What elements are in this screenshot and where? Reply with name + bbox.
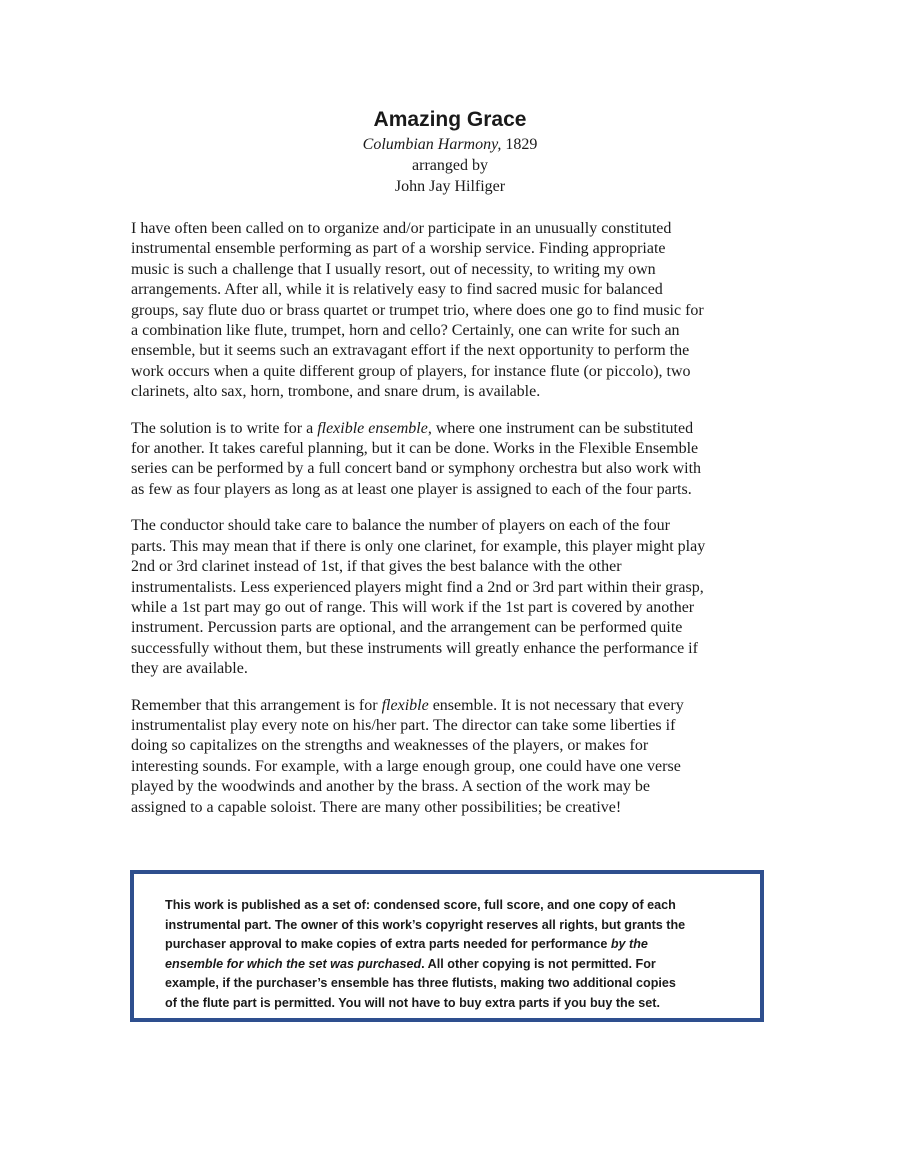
text-line <box>131 736 771 756</box>
text-line <box>131 439 771 459</box>
italic-text-segment: by the <box>610 937 648 952</box>
text-line <box>165 916 745 936</box>
text-line <box>131 516 771 536</box>
text-segment: as few as four players as long as at least one player is assigned to each of the four parts. <box>131 480 692 498</box>
source-name: Columbian Harmony, <box>362 136 502 153</box>
text-segment: instrument. Percussion parts are optional, and the arrangement can be performed quite <box>131 619 683 637</box>
text-line <box>131 280 771 300</box>
text-segment: music is such a challenge that I usually resort, out of necessity, to writing my own <box>131 260 656 278</box>
text-line <box>131 239 771 259</box>
body-paragraph <box>131 696 771 818</box>
text-line <box>131 382 771 402</box>
italic-text-segment: flexible <box>381 696 429 714</box>
copyright-notice-text <box>165 896 745 1014</box>
text-line <box>131 260 771 280</box>
body-paragraph <box>131 219 771 403</box>
text-segment: doing so capitalizes on the strengths and weaknesses of the players, or makes for <box>131 737 649 755</box>
text-segment: parts. This may mean that if there is only one clarinet, for example, this player might play <box>131 537 706 555</box>
text-segment: work occurs when a quite different group of players, for instance flute (or piccolo), two <box>131 362 691 380</box>
text-line <box>131 598 771 618</box>
text-segment: The solution is to write for a <box>131 419 318 437</box>
document-title: Amazing Grace <box>373 108 527 131</box>
text-segment: interesting sounds. For example, with a large enough group, one could have one verse <box>131 757 681 775</box>
text-segment: example, if the purchaser’s ensemble has three flutists, making two additional copies <box>165 976 676 991</box>
text-segment: The conductor should take care to balance the number of players on each of the four <box>131 517 670 535</box>
text-segment: for another. It takes careful planning, but it can be done. Works in the Flexible Ensemble <box>131 440 699 458</box>
text-segment: assigned to a capable soloist. There are many other possibilities; be creative! <box>131 798 622 816</box>
text-line <box>131 716 771 736</box>
text-segment: arrangements. After all, while it is relatively easy to find sacred music for balanced <box>131 281 663 299</box>
text-line <box>131 362 771 382</box>
arranger-name: John Jay Hilfiger <box>394 178 506 195</box>
text-segment: . All other copying is not permitted. For <box>421 956 656 971</box>
document-header <box>0 106 900 197</box>
text-line <box>131 578 771 598</box>
text-line <box>165 935 745 955</box>
text-line <box>131 321 771 341</box>
text-segment: instrumental ensemble performing as part of a worship service. Finding appropriate <box>131 240 666 258</box>
text-segment: successfully without them, but these instruments will greatly enhance the performance if <box>131 639 698 657</box>
source-line <box>0 134 900 155</box>
text-line <box>131 459 771 479</box>
text-line <box>131 696 771 716</box>
text-line <box>165 994 745 1014</box>
text-segment: a combination like flute, trumpet, horn and cello? Certainly, one can write for such an <box>131 322 680 340</box>
text-segment: clarinets, alto sax, horn, trombone, and snare drum, is available. <box>131 383 541 401</box>
text-line <box>131 798 771 818</box>
text-line <box>165 955 745 975</box>
italic-text-segment: ensemble for which the set was purchased <box>165 956 422 971</box>
text-line <box>131 480 771 500</box>
body-text <box>131 219 771 834</box>
text-segment: Remember that this arrangement is for <box>131 696 382 714</box>
italic-text-segment: flexible ensemble <box>317 419 428 437</box>
body-paragraph <box>131 419 771 501</box>
text-line <box>131 757 771 777</box>
text-segment: instrumentalists. Less experienced players might find a 2nd or 3rd part within their grasp, <box>131 578 704 596</box>
text-segment: played by the woodwinds and another by the brass. A section of the work may be <box>131 778 650 796</box>
text-line <box>131 557 771 577</box>
text-line <box>131 659 771 679</box>
text-segment: instrumental part. The owner of this work’s copyright reserves all rights, but grants the <box>165 917 686 932</box>
text-segment: I have often been called on to organize and/or participate in an unusually constituted <box>131 220 672 237</box>
text-segment: they are available. <box>131 660 248 678</box>
text-segment: ensemble, but it seems such an extravagant effort if the next opportunity to perform the <box>131 342 690 360</box>
text-segment: series can be performed by a full concert band or symphony orchestra but also work with <box>131 460 702 478</box>
text-segment: instrumentalist play every note on his/her part. The director can take some liberties if <box>131 716 676 734</box>
text-segment: 2nd or 3rd clarinet instead of 1st, if that gives the best balance with the other <box>131 558 622 576</box>
text-line <box>165 896 745 916</box>
text-segment: This work is published as a set of: condensed score, full score, and one copy of each <box>165 898 676 912</box>
text-segment: , where one instrument can be substituted <box>427 419 694 437</box>
text-line <box>131 537 771 557</box>
text-line <box>131 777 771 797</box>
text-line <box>131 639 771 659</box>
text-line <box>131 618 771 638</box>
text-segment: purchaser approval to make copies of extra parts needed for performance <box>165 937 611 952</box>
text-segment: ensemble. It is not necessary that every <box>428 696 684 714</box>
text-line <box>165 974 745 994</box>
text-segment: groups, say flute duo or brass quartet or trumpet trio, where does one go to find music for <box>131 301 704 319</box>
text-line <box>131 341 771 361</box>
text-line <box>131 219 771 239</box>
copyright-notice-box <box>130 870 764 1022</box>
body-paragraph <box>131 516 771 679</box>
text-segment: while a 1st part may go out of range. This will work if the 1st part is covered by another <box>131 598 695 616</box>
arranged-by-label: arranged by <box>412 157 488 174</box>
source-year: 1829 <box>501 136 538 153</box>
text-line <box>131 301 771 321</box>
text-line <box>131 419 771 439</box>
text-segment: of the flute part is permitted. You will not have to buy extra parts if you buy the set. <box>165 995 660 1010</box>
